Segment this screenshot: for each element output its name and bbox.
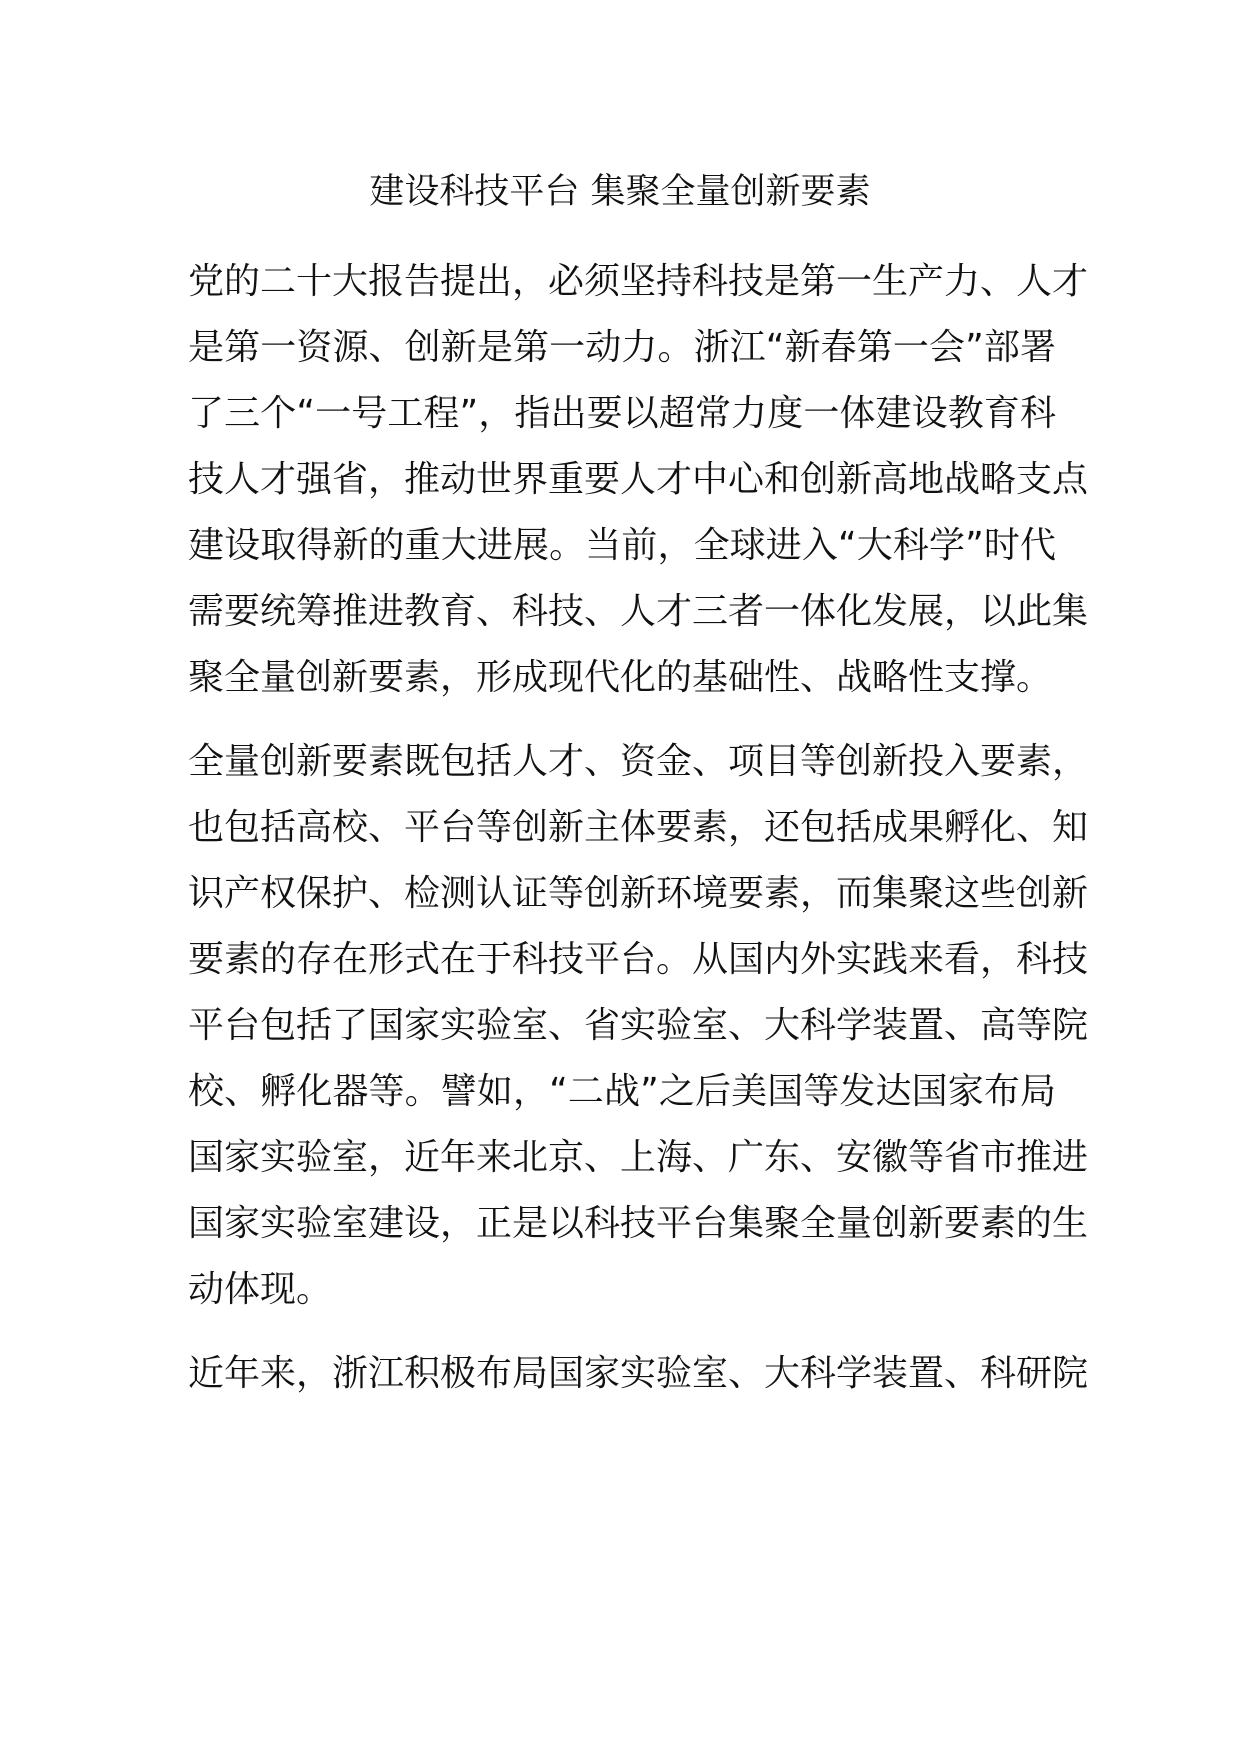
document-title: 建设科技平台 集聚全量创新要素: [369, 172, 871, 212]
paragraph-line: 是第一资源、创新是第一动力。浙江“新春第一会”部署: [188, 327, 1056, 368]
paragraph-line: 需要统筹推进教育、科技、人才三者一体化发展，以此集: [188, 591, 1089, 632]
paragraph-line: 动体现。: [188, 1269, 333, 1310]
paragraph-line: 识产权保护、检测认证等创新环境要素，而集聚这些创新: [188, 873, 1089, 914]
paragraph-line: 建设取得新的重大进展。当前，全球进入“大科学”时代: [188, 525, 1056, 566]
paragraph-line: 聚全量创新要素，形成现代化的基础性、战略性支撑。: [188, 657, 1053, 698]
paragraph-line: 技人才强省，推动世界重要人才中心和创新高地战略支点: [188, 459, 1089, 500]
paragraph-line: 国家实验室建设，正是以科技平台集聚全量创新要素的生: [188, 1203, 1089, 1244]
paragraph-line: 党的二十大报告提出，必须坚持科技是第一生产力、人才: [188, 261, 1089, 302]
paragraph-line: 国家实验室，近年来北京、上海、广东、安徽等省市推进: [188, 1137, 1089, 1178]
paragraph-line: 了三个“一号工程”，指出要以超常力度一体建设教育科: [188, 393, 1056, 434]
paragraph-line: 也包括高校、平台等创新主体要素，还包括成果孵化、知: [188, 807, 1089, 848]
paragraph-line: 近年来，浙江积极布局国家实验室、大科学装置、科研院: [188, 1353, 1089, 1394]
paragraph-line: 要素的存在形式在于科技平台。从国内外实践来看，科技: [188, 939, 1089, 980]
paragraph-line: 平台包括了国家实验室、省实验室、大科学装置、高等院: [188, 1005, 1089, 1046]
paragraph-line: 全量创新要素既包括人才、资金、项目等创新投入要素，: [188, 741, 1089, 782]
paragraph-line: 校、孵化器等。譬如，“二战”之后美国等发达国家布局: [188, 1071, 1056, 1112]
